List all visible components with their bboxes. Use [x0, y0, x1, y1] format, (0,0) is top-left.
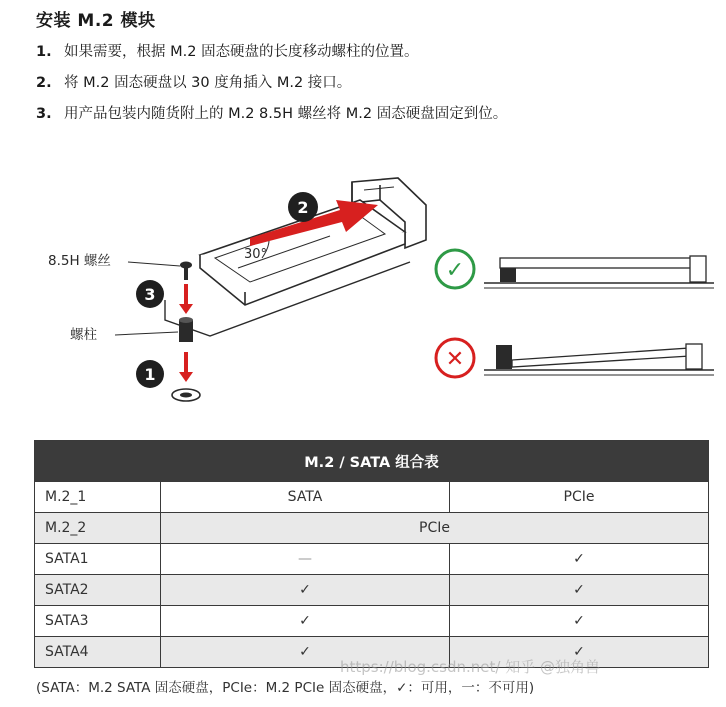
- step-3-text: 用产品包装内随货附上的 M.2 8.5H 螺丝将 M.2 固态硬盘固定到位。: [64, 106, 508, 122]
- callout-1: [136, 360, 164, 388]
- screw-down-arrow-icon: [179, 284, 193, 314]
- wrong-symbol: ✕: [445, 347, 465, 372]
- correct-symbol: ✓: [445, 258, 465, 283]
- step-2-number: 2.: [36, 75, 52, 91]
- wrong-install-example: [436, 339, 714, 377]
- svg-text:2: 2: [297, 198, 309, 217]
- m2-sata-combination-table: [34, 440, 709, 668]
- standoff-down-arrow-icon: [179, 352, 193, 382]
- correct-install-example: [436, 250, 714, 288]
- table-row: M.2_1 SATA PCIe: [35, 482, 709, 513]
- screw-icon: [180, 262, 192, 281]
- table-header: M.2 / SATA 组合表: [35, 441, 709, 482]
- step-1-number: 1.: [36, 44, 52, 60]
- step-2-text: 将 M.2 固态硬盘以 30 度角插入 M.2 接口。: [64, 75, 352, 91]
- table-footnote: (SATA：M.2 SATA 固态硬盘，PCIe：M.2 PCIe 固态硬盘，✓：可用，一：不可用): [36, 680, 535, 696]
- table-row: SATA2 ✓ ✓: [35, 575, 709, 606]
- step-1: [36, 40, 419, 61]
- svg-text:3: 3: [144, 285, 156, 304]
- callout-3: [136, 280, 164, 308]
- standoff-icon: [179, 317, 193, 342]
- installation-diagram: [0, 150, 726, 435]
- table-row: SATA1 — ✓: [35, 544, 709, 575]
- step-3: [36, 102, 507, 123]
- table-row: SATA3 ✓ ✓: [35, 606, 709, 637]
- step-1-text: 如果需要，根据 M.2 固态硬盘的长度移动螺柱的位置。: [64, 44, 419, 60]
- page-title: 安装 M.2 模块: [36, 11, 156, 31]
- screw-label: 8.5H 螺丝: [48, 253, 111, 269]
- step-2: [36, 71, 351, 92]
- table-row: M.2_2 PCIe: [35, 513, 709, 544]
- angle-label: 30°: [244, 247, 268, 262]
- svg-text:1: 1: [144, 365, 156, 384]
- watermark: https://blog.csdn.net/ 知乎 @独角兽: [340, 658, 600, 676]
- table-row: SATA4 ✓ ✓: [35, 637, 709, 668]
- standoff-label: 螺柱: [70, 327, 97, 343]
- step-3-number: 3.: [36, 106, 52, 122]
- callout-2: [288, 192, 318, 222]
